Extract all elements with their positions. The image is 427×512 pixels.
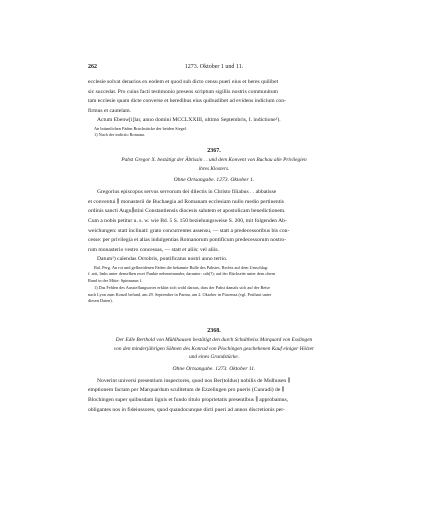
page-number: 262 <box>88 64 97 70</box>
text-line: Datum¹) calendas Octobris, pontificatus nostri anno tertio. <box>97 256 228 263</box>
text-line: Noverint universi presentium inspectores, quod nos Ber(toldus) nobilis de Mulhusen ∥ <box>97 377 291 384</box>
top-block <box>88 78 340 139</box>
footnote: 1) Das Fehlen des Ausstellungsortes erklärt sich wohl daraus, dass der Pabst damals sich auf der Reise <box>94 285 271 291</box>
text-line: ordinis sancti Augu∥stini Constantiensis diocesis salutem et apostolicam benedictionem. <box>88 208 286 215</box>
document-title-line: Der Edle Berthold von Mühlhausen bestätigt den durch Schultheiss Marquard von Esslingen <box>115 337 313 343</box>
text-line: emptionem factam per Marquardum sculltetum de Ezzelingen pro pueris (Cunradi) de ∥ <box>88 387 285 394</box>
place-date: Ohne Ortsangabe. 1273. Oktober 11. <box>172 365 256 372</box>
text-line: tam ecclesie quam dicte converse et heredibus eius quibuslibet ad evidens indicium con- <box>88 98 286 105</box>
text-line: Blochingen super quibusdam lignis et fundo titulo proprietatis presentibus ∥ approbamus, <box>88 396 289 403</box>
text-line: Gregorius episcopus servus servorum dei dilectis in Christo filiabus . . abbatisse <box>97 189 277 196</box>
document-title-line: Pabst Gregor X. bestätigt der Äbtissin . . und dem Konvent von Buchau alle Privilegien <box>121 157 307 163</box>
text-line: sic succedat. Pro cuius facti testimonio presens scriptum sigillis nostris communitum <box>88 88 279 95</box>
document-2367 <box>88 146 340 304</box>
dating-line: Actum Ebenw[i]lar, anno domini MCCLXXIII, ultimo Septembris, I. indictione¹). <box>97 117 281 124</box>
text-line: Cum a nobis petitur u. s. w. wie Bd. 5 S. 150 beziehungsweise S. 200, mit folgenden Ab- <box>88 217 287 224</box>
text-line: obligantes nos in fideiussores, quod quandocunque dicti pueri ad annos discretionis per- <box>88 406 285 413</box>
text-line: firmus et cautelam. <box>88 107 132 114</box>
text-line: et conventui ∥ monasterii de Buchaegia ad Romanam ecclesiam nullo medio pertinentis <box>88 198 284 205</box>
seal-note: An brünnlichen Fäden Bruchstücke der beiden Siegel. <box>94 125 187 131</box>
document-title-line: von den minderjährigen Söhnen des Konrad von Plochingen geschehenen Kauf einiger Hölzer <box>113 345 315 352</box>
archival-note: f. arti, links unter denselben zwei Punkte nebeneinander, darunter: cah(?); auf der Rückseite unter dem obern <box>88 271 276 277</box>
text-line: rum monasterio vestro concessas, — statt et aliis: vel aliis. <box>88 246 219 253</box>
document-number: 2367. <box>207 148 221 154</box>
document-title-line: und eines Grundstücke. <box>189 354 239 361</box>
place-date: Ohne Ortsangabe. 1273. Oktober 1. <box>173 177 255 184</box>
text-line: weichungen: statt inclinati: grato concurrentes assensu, — statt a predecessoribus bis con- <box>88 227 290 234</box>
footnote: nach Lyon zum Konzil befand, am 29. September in Parma, am 2. Oktober in Piacenza (vgl. Potthast unter <box>88 291 272 297</box>
running-head: 1273. Oktober 1 und 11. <box>184 64 244 70</box>
archival-note: Rand in der Mitte: Spinnanus f. <box>88 277 143 283</box>
page-header <box>88 64 340 76</box>
document-number: 2368. <box>207 328 221 334</box>
document-2368 <box>88 326 340 415</box>
footnote: diesen Daten). <box>88 297 113 303</box>
document-title-line: ihres Klosters. <box>198 165 230 172</box>
footnote: 1) Nach der indictio Romana. <box>94 132 145 138</box>
archival-note: Bal. Perg. An rot und gelbseidenen Fäden die bekannte Bulle des Pabstes. Rechts auf dem Umschlag: <box>94 264 269 270</box>
text-line: ecclesie solvat denarios ex eodem et quod sub dicto censu pueri eius et heres quilibet <box>88 79 279 85</box>
text-line: cesse: per privilegia et alias indulgentias Romanorum pontificum predecessorum nostro- <box>88 237 287 244</box>
